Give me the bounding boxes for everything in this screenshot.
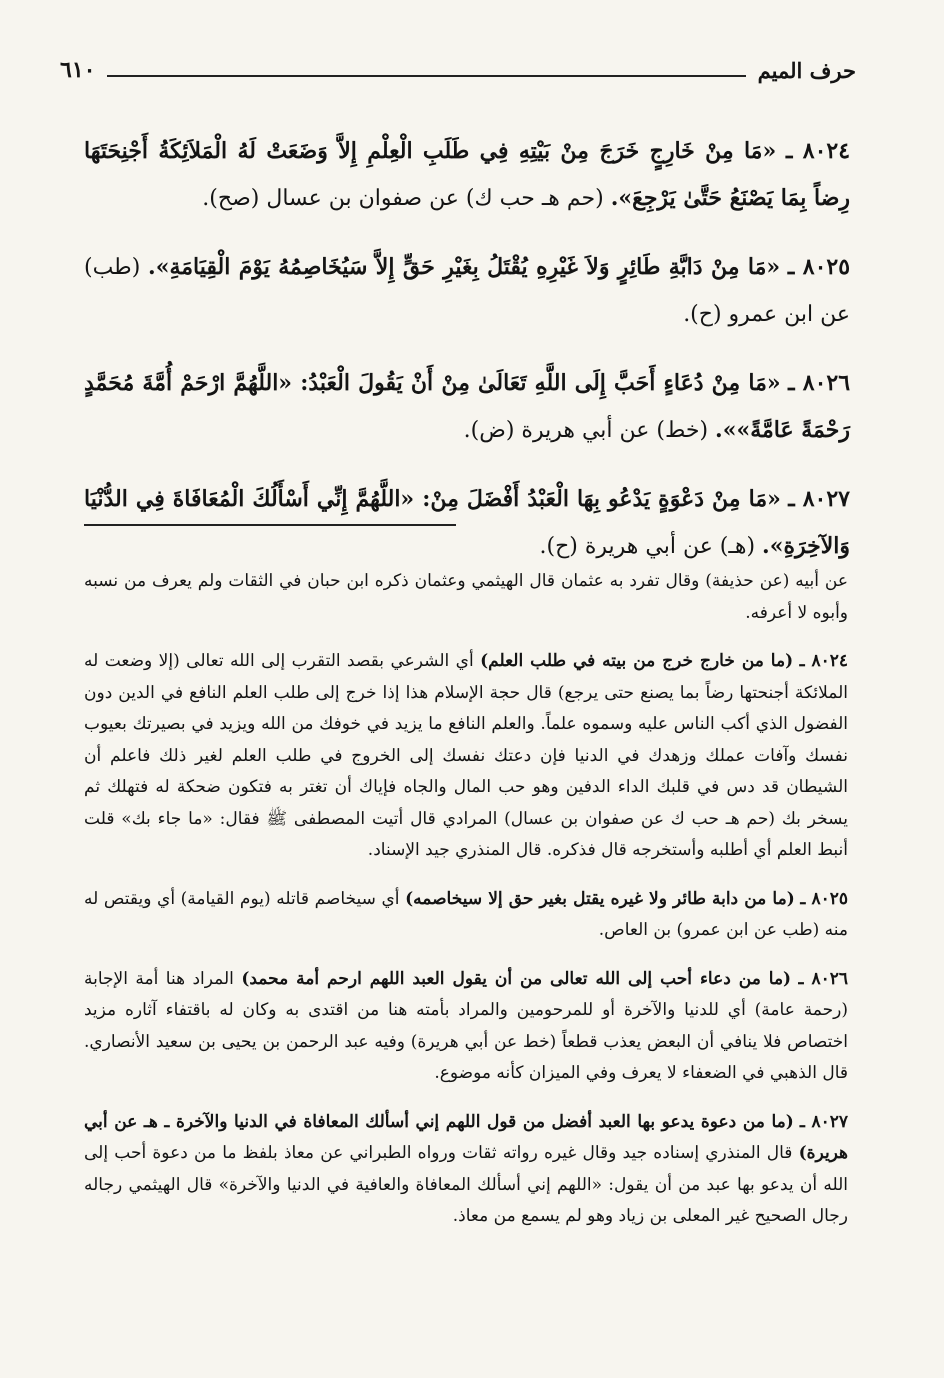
footnote-divider xyxy=(84,524,456,526)
hadith-entry-8024 xyxy=(84,128,850,222)
hadith-entry-8026 xyxy=(84,360,850,454)
entry-number: ٨٠٢٦ ـ xyxy=(788,370,851,396)
hadith-source: (طب) عن ابن عمرو (ح). xyxy=(84,255,850,327)
entry-number: ٨٠٢٤ ـ xyxy=(785,138,851,164)
note-text: أي الشرعي بقصد التقرب إلى الله تعالى (إلا وضعت له الملائكة أجنحتها رضاً بما يصنع حتى يرجع) قال حجة الإسلام هذا إذا خرج إلى طلب العلم النافع في الدين دون الفضول الذي أكب الناس عليه وسموه علماً. والعلم النافع ما يزيد في خوفك من الله ويزيد في بصيرتك بعيوب نفسك وآفات عملك وزهدك في الدنيا فإن دعتك نفسك إلى الخروج في طلب العلم لغير ذلك فاعلم أن الشيطان قد دس في قلبك الداء الدفين وهو حب المال والجاه فإياك أن تغتر به فتكون ضحكة له فتهلك ثم يسخر بك (حم هـ حب ك عن صفوان بن عسال) المرادي قال أتيت المصطفى ﷺ فقال: «ما جاء بك» قلت أنبط العلم أي أطلبه وأستخرجه قال فذكره. قال المنذري جيد الإسناد. xyxy=(84,651,848,860)
hadith-source: (خط) عن أبي هريرة (ض). xyxy=(463,418,709,443)
note-number: ٨٠٢٥ ـ xyxy=(800,888,848,909)
header-rule xyxy=(107,75,745,77)
entry-number: ٨٠٢٧ ـ xyxy=(788,486,850,512)
hadith-source: (هـ) عن أبي هريرة (ح). xyxy=(539,534,756,559)
hadith-entry-8025 xyxy=(84,244,850,338)
hadith-text: «مَا مِنْ دَابَّةِ طَائِرٍ وَلاَ غَيْرِهِ يُقْتَلُ بِغَيْرِ حَقٍّ إِلاَّ سَيُخَاصِمُهُ يَوْمَ الْقِيَامَةِ». xyxy=(148,254,781,280)
main-text xyxy=(84,106,850,582)
note-number: ٨٠٢٦ ـ xyxy=(798,968,849,989)
commentary-8027 xyxy=(84,1107,848,1233)
note-text: قال المنذري إسناده جيد وقال غيره رواته ثقات ورواه الطبراني عن معاذ بلفظ ما من دعوة أحب إلى الله أن يدعو بها عبد من أن يقول: «اللهم إني أسألك المعافاة والعافية في الدنيا والآخرة» قال الهيثمي رجاله رجال الصحيح غير المعلى بن زياد وهو لم يسمع من معاذ. xyxy=(84,1143,848,1226)
hadith-text: «مَا مِنْ دَعْوَةٍ يَدْعُو بِهَا الْعَبْدُ أَفْضَلَ مِنْ: «اللَّهُمَّ إِنِّي أَسْأَلُكَ الْمُعَافَاةَ فِي الدُّنْيَا وَالآخِرَةِ». xyxy=(84,486,850,559)
note-lemma: (ما من دعاء أحب إلى الله تعالى من أن يقول العبد اللهم ارحم أمة محمد) xyxy=(241,968,792,989)
note-lemma: (ما من دعوة يدعو بها العبد أفضل من قول اللهم إني أسألك المعافاة في الدنيا والآخرة ـ هـ عن أبي هريرة) xyxy=(84,1111,849,1163)
commentary-8025 xyxy=(84,884,848,947)
note-lemma: (ما من دابة طائر ولا غيره يقتل بغير حق إلا سيخاصمه) xyxy=(405,888,795,909)
commentary-continuation xyxy=(84,566,848,629)
note-text: المراد هنا أمة الإجابة (رحمة عامة) أي للدنيا والآخرة أو للمرحومين والمراد بأمته هنا من اقتدى به وكان له باقتفاء آثاره مزيد اختصاص فلا ينافي أن البعض يعذب قطعاً (خط عن أبي هريرة) وفيه عبد الرحمن بن يحيى بن سعيد الأنصاري. قال الذهبي في الضعفاء لا يعرف وفي الميزان كأنه موضوع. xyxy=(84,968,848,1083)
note-text: أي سيخاصم قاتله (يوم القيامة) أي ويقتص له منه (طب عن ابن عمرو) بن العاص. xyxy=(84,888,848,940)
hadith-text: «مَا مِنْ دُعَاءٍ أَحَبَّ إِلَى اللَّهِ تَعَالَىٰ مِنْ أَنْ يَقُولَ الْعَبْدُ: «اللَّهُمَّ ارْحَمْ أُمَّةَ مُحَمَّدٍ رَحْمَةً عَامَّةً»». xyxy=(84,370,850,443)
commentary xyxy=(84,549,848,1242)
note-number: ٨٠٢٤ ـ xyxy=(799,651,849,671)
entry-number: ٨٠٢٥ ـ xyxy=(787,254,851,280)
hadith-text: «مَا مِنْ خَارِجٍ خَرَجَ مِنْ بَيْتِهِ فِي طَلَبِ الْعِلْمِ إِلاَّ وَضَعَتْ لَهُ الْمَلاَئِكَةُ أَجْنِحَتَهَا رِضاً بِمَا يَصْنَعُ حَتَّىٰ يَرْجِعَ». xyxy=(84,138,850,211)
commentary-8024 xyxy=(84,646,848,867)
chapter-title: حرف الميم xyxy=(757,57,856,83)
note-number: ٨٠٢٧ ـ xyxy=(799,1111,848,1132)
page-header xyxy=(60,50,856,90)
note-text: عن أبيه (عن حذيفة) وقال تفرد به عثمان قال الهيثمي وعثمان ذكره ابن حبان في الثقات ولم يعرف من نسبه وأبوه لا أعرفه. xyxy=(84,571,848,623)
commentary-8026 xyxy=(84,964,848,1090)
page-number: ٦١٠ xyxy=(60,57,96,83)
hadith-source: (حم هـ حب ك) عن صفوان بن عسال (صح). xyxy=(202,186,604,211)
note-lemma: (ما من خارج خرج من بيته في طلب العلم) xyxy=(480,651,794,671)
